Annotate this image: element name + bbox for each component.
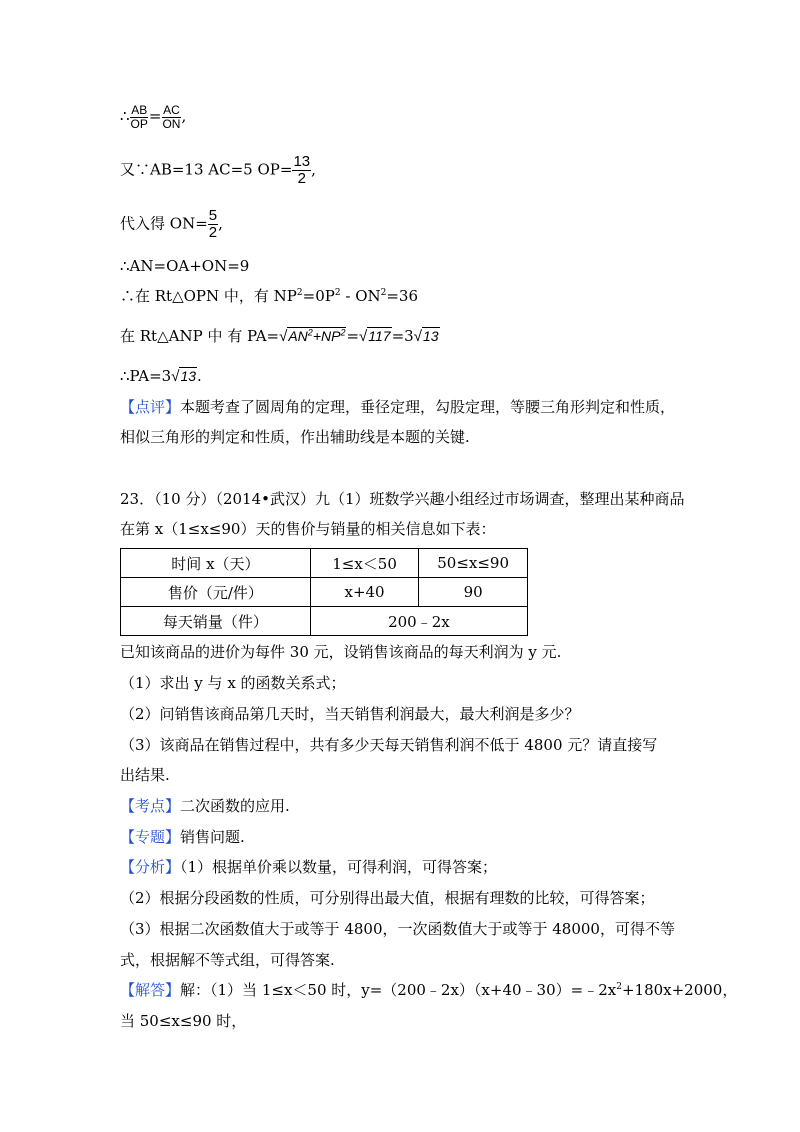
- table-cell: 50≤x≤90: [419, 549, 528, 578]
- jieda-tag: 【解答】: [120, 981, 181, 999]
- table-cell: 时间 x（天）: [121, 549, 311, 578]
- comment-line-1: 【点评】本题考查了圆周角的定理，垂径定理，勾股定理，等腰三角形判定和性质，: [120, 398, 676, 416]
- pa-formula-line: 在 Rt△ANP 中 有 $PA=√AN^2+NP^2=√117=3√13$: [120, 327, 439, 345]
- question-3-line-1: （3）该商品在销售过程中，共有多少天每天销售利润不低于 4800 元？请直接写: [120, 736, 658, 754]
- problem-heading-1: 23．（10 分）（2014•武汉）九（1）班数学兴趣小组经过市场调查，整理出某种商品: [120, 490, 685, 508]
- zhuanti-tag: 【专题】: [120, 828, 181, 846]
- price-sales-table: [120, 548, 528, 636]
- comment-line-2: 相似三角形的判定和性质，作出辅助线是本题的关键.: [120, 428, 470, 446]
- table-cell: 1≤x＜50: [310, 549, 418, 578]
- kaodian-line: 【考点】二次函数的应用.: [120, 797, 290, 815]
- fenxi-tag: 【分析】: [120, 858, 181, 876]
- table-row: [121, 549, 528, 578]
- table-row: [121, 578, 528, 607]
- fraction-ab-op: $\frac{AB}{OP}$: [130, 103, 148, 131]
- fraction-ac-on: $\frac{AC}{ON}$: [162, 103, 181, 131]
- fraction-5-2: $\frac{5}{2}$: [208, 207, 218, 241]
- sqrt-13: √13: [413, 328, 439, 345]
- question-1: （1）求出 y 与 x 的函数关系式；: [120, 674, 346, 692]
- fraction-13-2: $\frac{13}{2}$: [293, 153, 311, 187]
- sqrt-13-result: √13: [171, 368, 197, 385]
- table-cell: 200﹣2x: [310, 607, 527, 636]
- np-square-line: ∴在 Rt△OPN 中，有 $NP^2=0P^2 - ON^2=36$: [120, 287, 419, 305]
- sqrt-117: √117: [359, 328, 391, 345]
- comment-tag: 【点评】: [120, 398, 181, 416]
- sqrt-an-np: $√AN^2+NP^2$: [279, 327, 346, 345]
- jieda-line-2: 当 50≤x≤90 时，: [120, 1012, 247, 1030]
- table-row: [121, 607, 528, 636]
- question-2: （2）问销售该商品第几天时，当天销售利润最大，最大利润是多少？: [120, 705, 580, 723]
- fenxi-line-3: （3）根据二次函数值大于或等于 4800，一次函数值大于或等于 48000，可得不等: [120, 920, 675, 938]
- table-cell: 90: [419, 578, 528, 607]
- table-cell: x+40: [310, 578, 418, 607]
- kaodian-tag: 【考点】: [120, 797, 181, 815]
- eq-ratio-line: ∴ $\frac{AB}{OP}$ = $\frac{AC}{ON}$ ,: [120, 103, 187, 131]
- table-cell: 每天销量（件）: [121, 607, 311, 636]
- fenxi-line-2: （2）根据分段函数的性质，可分别得出最大值，根据有理数的比较，可得答案；: [120, 889, 655, 907]
- table-cell: 售价（元/件）: [121, 578, 311, 607]
- fenxi-line-4: 式，根据解不等式组，可得答案.: [120, 951, 335, 969]
- zhuanti-line: 【专题】销售问题.: [120, 828, 245, 846]
- cost-statement: 已知该商品的进价为每件 30 元，设销售该商品的每天利润为 y 元.: [120, 643, 562, 661]
- problem-heading-2: 在第 x（1≤x≤90）天的售价与销量的相关信息如下表：: [120, 520, 496, 538]
- an-value-line: ∴AN=OA+ON=9: [120, 257, 250, 275]
- question-3-line-2: 出结果.: [120, 766, 170, 784]
- fenxi-line-1: 【分析】（1）根据单价乘以数量，可得利润，可得答案；: [120, 858, 498, 876]
- jieda-line-1: 【解答】解：（1）当 1≤x＜50 时，$y=(200﹣2x)(x+40﹣30)=﹣2x^2+180x+2000$，: [120, 981, 738, 999]
- pa-result-line: ∴PA=3√13.: [120, 367, 202, 385]
- substitute-line: 代入得 ON= $\frac{5}{2}$ ,: [120, 207, 223, 241]
- given-values-line: 又∵AB=13 AC=5 OP= $\frac{13}{2}$ ,: [120, 153, 316, 187]
